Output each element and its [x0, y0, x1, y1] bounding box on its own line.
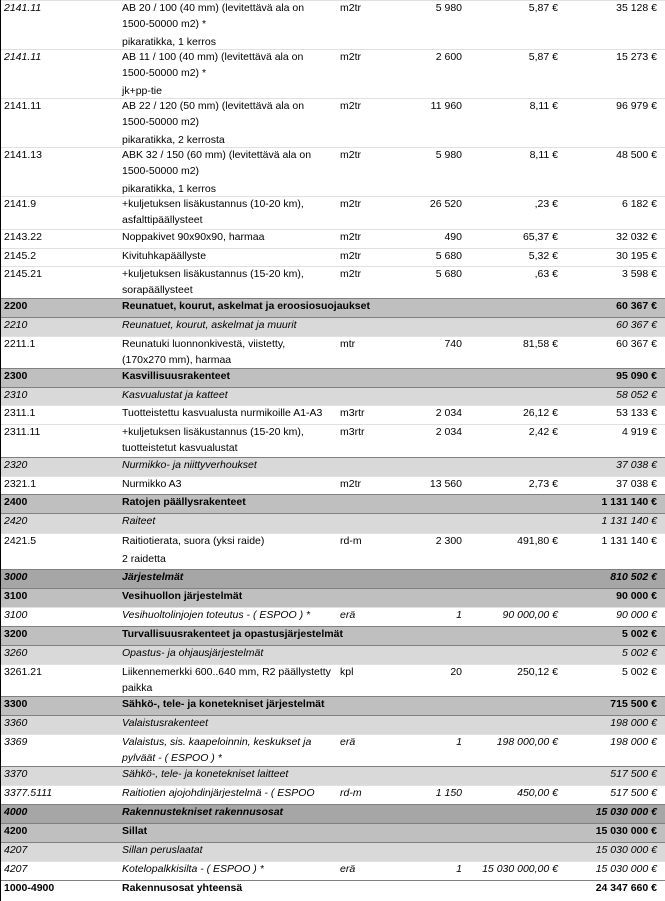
- row-description: [122, 715, 337, 731]
- row-code: 3261.21: [4, 666, 42, 678]
- row-total: 15 030 000 €: [595, 806, 657, 818]
- description-line: Kasvillisuusrakenteet: [122, 370, 230, 382]
- row-total: 58 052 €: [616, 389, 657, 401]
- row-description: [122, 476, 337, 492]
- row-code: 2145.2: [4, 250, 37, 262]
- row-code: 2320: [4, 459, 28, 471]
- table-row: [0, 880, 665, 901]
- row-code: 2141.13: [4, 149, 42, 161]
- row-quantity: 5 680: [435, 250, 462, 262]
- row-quantity: 1: [456, 863, 462, 875]
- row-divider: [0, 766, 665, 767]
- table-row: [0, 405, 665, 424]
- description-line: Tuotteistettu kasvualusta nurmikoille A1-A3: [122, 407, 323, 419]
- row-divider: [0, 664, 665, 665]
- row-code: 3360: [4, 717, 28, 729]
- row-total: 60 367 €: [616, 300, 657, 312]
- row-quantity: 1: [456, 736, 462, 748]
- row-divider: [0, 405, 665, 406]
- row-unit-price: 65,37 €: [522, 231, 558, 243]
- row-description: [122, 696, 337, 712]
- description-line: Sillan peruslaatat: [122, 844, 203, 856]
- row-divider: [0, 785, 665, 786]
- row-unit-price: 81,58 €: [522, 338, 558, 350]
- table-row: [0, 147, 665, 196]
- row-divider: [0, 196, 665, 197]
- row-code: 3100: [4, 609, 28, 621]
- row-unit-price: ,23 €: [534, 198, 558, 210]
- row-total: 48 500 €: [616, 149, 657, 161]
- row-description: [122, 734, 337, 766]
- description-line: Raiteet: [122, 515, 156, 527]
- row-total: 1 131 140 €: [601, 496, 657, 508]
- table-row: [0, 98, 665, 147]
- row-quantity: 740: [444, 338, 462, 350]
- row-note: jk+pp-tie: [122, 85, 162, 97]
- row-quantity: 1: [456, 609, 462, 621]
- table-row: [0, 607, 665, 626]
- row-code: 2210: [4, 319, 28, 331]
- row-total: 4 919 €: [621, 426, 657, 438]
- row-unit: m2tr: [340, 51, 361, 63]
- row-description: [122, 766, 337, 782]
- row-description: [122, 405, 337, 421]
- row-code: 4200: [4, 825, 28, 837]
- row-unit: rd-m: [340, 535, 362, 547]
- description-line: Ratojen päällysrakenteet: [122, 496, 246, 508]
- row-total: 96 979 €: [616, 100, 657, 112]
- row-divider: [0, 880, 665, 881]
- row-unit-price: 15 030 000,00 €: [482, 863, 558, 875]
- table-row: [0, 387, 665, 405]
- row-total: 5 002 €: [621, 647, 657, 659]
- row-unit: kpl: [340, 666, 354, 678]
- row-total: 5 002 €: [621, 666, 657, 678]
- row-note: pikaratikka, 2 kerrosta: [122, 134, 225, 146]
- row-divider: [0, 569, 665, 570]
- row-divider: [0, 513, 665, 514]
- row-unit-price: 2,42 €: [528, 426, 558, 438]
- row-unit: mtr: [340, 338, 356, 350]
- table-row: [0, 626, 665, 645]
- description-line: Noppakivet 90x90x90, harmaa: [122, 231, 265, 243]
- table-row: [0, 533, 665, 569]
- row-divider: [0, 298, 665, 299]
- row-unit-price: ,63 €: [534, 268, 558, 280]
- row-unit: m2tr: [340, 250, 361, 262]
- row-quantity: 1 150: [435, 787, 462, 799]
- row-total: 517 500 €: [610, 787, 657, 799]
- row-code: 1000-4900: [4, 882, 55, 894]
- row-description: [122, 49, 337, 81]
- row-divider: [0, 494, 665, 495]
- row-unit: rd-m: [340, 787, 362, 799]
- description-line: AB 11 / 100 (40 mm) (levitettävä ala on: [122, 51, 304, 63]
- row-total: 90 000 €: [616, 590, 657, 602]
- row-total: 32 032 €: [616, 231, 657, 243]
- row-divider: [0, 248, 665, 249]
- description-line: Turvallisuusrakenteet ja opastusjärjestelmät: [122, 628, 343, 640]
- table-row: [0, 696, 665, 715]
- description-line: Järjestelmät: [122, 571, 184, 583]
- description-line: asfalttipäällysteet: [122, 214, 203, 226]
- row-divider: [0, 98, 665, 99]
- row-total: 35 128 €: [616, 2, 657, 14]
- row-divider: [0, 476, 665, 477]
- row-total: 24 347 660 €: [595, 882, 657, 894]
- table-row: [0, 804, 665, 823]
- row-description: [122, 880, 337, 896]
- description-line: paikka: [122, 682, 153, 694]
- row-description: [122, 664, 337, 696]
- table-row: [0, 336, 665, 368]
- row-divider: [0, 861, 665, 862]
- row-divider: [0, 588, 665, 589]
- table-row: [0, 734, 665, 766]
- row-divider: [0, 147, 665, 148]
- row-note: pikaratikka, 1 kerros: [122, 183, 216, 195]
- row-total: 15 030 000 €: [595, 863, 657, 875]
- table-row: [0, 476, 665, 494]
- row-quantity: 2 600: [435, 51, 462, 63]
- table-row: [0, 766, 665, 785]
- description-line: AB 20 / 100 (40 mm) (levitettävä ala on: [122, 2, 305, 14]
- description-line: 1500-50000 m2) *: [122, 67, 207, 79]
- row-unit: erä: [340, 609, 356, 621]
- row-description: [122, 298, 370, 314]
- row-quantity: 5 980: [435, 2, 462, 14]
- row-total: 37 038 €: [616, 478, 657, 490]
- description-line: Rakennustekniset rakennusosat: [122, 806, 284, 818]
- row-total: 715 500 €: [610, 698, 657, 710]
- description-line: Valaistusrakenteet: [122, 717, 208, 729]
- row-divider: [0, 626, 665, 627]
- description-line: Sähkö-, tele- ja konetekniset järjestelmät: [122, 698, 325, 710]
- row-code: 4000: [4, 806, 28, 818]
- row-total: 1 131 140 €: [601, 515, 657, 527]
- row-total: 517 500 €: [610, 768, 657, 780]
- row-total: 6 182 €: [621, 198, 657, 210]
- row-divider: [0, 696, 665, 697]
- row-quantity: 5 680: [435, 268, 462, 280]
- row-divider: [0, 804, 665, 805]
- description-line: Liikennemerkki 600..640 mm, R2 päällystetty: [122, 666, 331, 678]
- description-line: Vesihuoltolinjojen toteutus - ( ESPOO ) *: [122, 609, 311, 621]
- row-unit: m2tr: [340, 100, 361, 112]
- table-row: [0, 715, 665, 734]
- description-line: Reunatuet, kourut, askelmat ja eroosiosuojaukset: [122, 300, 370, 312]
- table-row: [0, 248, 665, 266]
- row-description: [122, 0, 337, 32]
- table-left-border: [0, 0, 1, 901]
- row-code: 2311.11: [4, 426, 41, 438]
- row-total: 15 030 000 €: [595, 825, 657, 837]
- table-row: [0, 494, 665, 513]
- table-row: [0, 424, 665, 457]
- row-quantity: 5 980: [435, 149, 462, 161]
- row-quantity: 2 034: [435, 426, 462, 438]
- table-row: [0, 513, 665, 533]
- row-divider: [0, 645, 665, 646]
- row-unit: m2tr: [340, 149, 361, 161]
- row-total: 60 367 €: [616, 319, 657, 331]
- row-description: [122, 98, 337, 130]
- description-line: +kuljetuksen lisäkustannus (10-20 km),: [122, 198, 304, 210]
- description-line: Raitiotierata, suora (yksi raide): [122, 535, 265, 547]
- row-code: 2310: [4, 389, 28, 401]
- row-total: 810 502 €: [610, 571, 657, 583]
- row-quantity: 2 300: [435, 535, 462, 547]
- row-divider: [0, 266, 665, 267]
- row-unit-price: 491,80 €: [517, 535, 558, 547]
- description-line: Sähkö-, tele- ja konetekniset laitteet: [122, 768, 289, 780]
- row-description: [122, 266, 337, 298]
- description-line: sorapäällysteet: [122, 284, 193, 296]
- row-quantity: 26 520: [429, 198, 462, 210]
- row-total: 30 195 €: [616, 250, 657, 262]
- row-divider: [0, 49, 665, 50]
- row-description: [122, 387, 337, 403]
- table-row: [0, 49, 665, 98]
- row-divider: [0, 457, 665, 458]
- description-line: 1500-50000 m2): [122, 116, 200, 128]
- row-unit-price: 8,11 €: [529, 100, 558, 112]
- row-quantity: 13 560: [429, 478, 462, 490]
- row-quantity: 11 960: [430, 100, 462, 112]
- row-code: 3200: [4, 628, 28, 640]
- row-total: 15 273 €: [616, 51, 657, 63]
- row-total: 5 002 €: [621, 628, 657, 640]
- table-row: [0, 861, 665, 880]
- description-line: +kuljetuksen lisäkustannus (15-20 km),: [122, 426, 304, 438]
- table-row: [0, 368, 665, 387]
- table-row: [0, 664, 665, 696]
- row-unit-price: 26,12 €: [522, 407, 558, 419]
- row-description: [122, 607, 337, 623]
- row-unit-price: 250,12 €: [517, 666, 558, 678]
- row-description: [122, 248, 337, 264]
- row-divider: [0, 842, 665, 843]
- row-divider: [0, 317, 665, 318]
- description-line: pylväät - ( ESPOO ) *: [122, 752, 222, 764]
- row-description: [122, 147, 337, 179]
- row-total: 198 000 €: [610, 717, 657, 729]
- description-line: Valaistus, sis. kaapeloinnin, keskukset ja: [122, 736, 312, 748]
- row-unit: m2tr: [340, 231, 361, 243]
- row-description: [122, 626, 343, 642]
- row-code: 2211.1: [4, 338, 36, 350]
- row-code: 4207: [4, 863, 28, 875]
- row-description: [122, 424, 337, 456]
- row-code: 3100: [4, 590, 28, 602]
- table-row: [0, 229, 665, 248]
- description-line: ABK 32 / 150 (60 mm) (levitettävä ala on: [122, 149, 312, 161]
- table-row: [0, 645, 665, 664]
- row-note: pikaratikka, 1 kerros: [122, 36, 216, 48]
- description-line: Reunatuki luonnonkivestä, viistetty,: [122, 338, 286, 350]
- row-code: 3000: [4, 571, 28, 583]
- row-code: 2145.21: [4, 268, 42, 280]
- row-code: 3369: [4, 736, 28, 748]
- row-total: 95 090 €: [616, 370, 657, 382]
- description-line: AB 22 / 120 (50 mm) (levitettävä ala on: [122, 100, 305, 112]
- description-line: Sillat: [122, 825, 148, 837]
- row-total: 37 038 €: [616, 459, 657, 471]
- row-unit: m2tr: [340, 2, 361, 14]
- description-line: Kotelopalkkisilta - ( ESPOO ) *: [122, 863, 264, 875]
- row-code: 4207: [4, 844, 28, 856]
- row-divider: [0, 734, 665, 735]
- row-code: 2141.11: [4, 2, 42, 14]
- description-line: (170x270 mm), harmaa: [122, 354, 232, 366]
- table-row: [0, 317, 665, 336]
- description-line: Reunatuet, kourut, askelmat ja muurit: [122, 319, 297, 331]
- row-code: 2420: [4, 515, 28, 527]
- description-line: Opastus- ja ohjausjärjestelmät: [122, 647, 264, 659]
- row-description: [122, 569, 337, 585]
- row-code: 3260: [4, 647, 28, 659]
- description-line: Kivituhkapäällyste: [122, 250, 207, 262]
- row-description: [122, 196, 337, 228]
- row-divider: [0, 823, 665, 824]
- row-unit: m2tr: [340, 478, 361, 490]
- row-code: 2141.11: [4, 100, 42, 112]
- row-description: [122, 457, 337, 473]
- description-line: tuotteistetut kasvualustat: [122, 442, 238, 454]
- row-description: [122, 368, 337, 384]
- row-total: 90 000 €: [616, 609, 657, 621]
- row-unit: erä: [340, 863, 356, 875]
- row-description: [122, 494, 337, 510]
- row-code: 2421.5: [4, 535, 37, 547]
- row-code: 3300: [4, 698, 28, 710]
- table-row: [0, 266, 665, 298]
- row-divider: [0, 424, 665, 425]
- row-divider: [0, 607, 665, 608]
- row-quantity: 2 034: [435, 407, 462, 419]
- description-line: Kasvualustat ja katteet: [122, 389, 228, 401]
- table-row: [0, 0, 665, 49]
- row-description: [122, 804, 337, 820]
- row-unit: m2tr: [340, 198, 361, 210]
- row-description: [122, 861, 337, 877]
- row-code: 2400: [4, 496, 28, 508]
- row-total: 15 030 000 €: [595, 844, 657, 856]
- table-row: [0, 842, 665, 861]
- row-divider: [0, 715, 665, 716]
- row-total: 3 598 €: [621, 268, 657, 280]
- row-description: [122, 229, 337, 245]
- row-divider: [0, 229, 665, 230]
- row-description: [122, 317, 337, 333]
- row-unit-price: 5,32 €: [528, 250, 558, 262]
- row-unit: m3rtr: [340, 407, 365, 419]
- row-description: [122, 588, 337, 604]
- description-line: 1500-50000 m2): [122, 165, 200, 177]
- row-description: [122, 785, 337, 801]
- description-line: Rakennusosat yhteensä: [122, 882, 243, 894]
- table-row: [0, 457, 665, 476]
- row-description: [122, 336, 337, 368]
- row-unit-price: 5,87 €: [528, 51, 558, 63]
- row-unit-price: 198 000,00 €: [496, 736, 558, 748]
- description-line: Nurmikko- ja niittyverhoukset: [122, 459, 257, 471]
- row-code: 3377.5111: [4, 787, 53, 799]
- row-code: 2311.1: [4, 407, 36, 419]
- row-unit-price: 8,11 €: [529, 149, 558, 161]
- row-unit-price: 2,73 €: [528, 478, 558, 490]
- table-row: [0, 569, 665, 588]
- row-code: 2321.1: [4, 478, 37, 490]
- row-total: 1 131 140 €: [601, 535, 657, 547]
- row-description: [122, 842, 337, 858]
- row-unit-price: 90 000,00 €: [502, 609, 558, 621]
- row-total: 60 367 €: [616, 338, 657, 350]
- row-code: 2300: [4, 370, 28, 382]
- row-description: [122, 533, 337, 549]
- table-row: [0, 785, 665, 804]
- row-description: [122, 513, 337, 529]
- description-line: 1500-50000 m2) *: [122, 18, 207, 30]
- row-unit-price: 5,87 €: [528, 2, 558, 14]
- row-unit: m2tr: [340, 268, 361, 280]
- row-unit: m3rtr: [340, 426, 365, 438]
- description-line: Vesihuollon järjestelmät: [122, 590, 243, 602]
- row-quantity: 20: [450, 666, 462, 678]
- table-row: [0, 196, 665, 229]
- description-line: Nurmikko A3: [122, 478, 182, 490]
- row-description: [122, 645, 337, 661]
- row-total: 198 000 €: [610, 736, 657, 748]
- row-code: 3370: [4, 768, 28, 780]
- row-code: 2143.22: [4, 231, 42, 243]
- row-unit-price: 450,00 €: [517, 787, 558, 799]
- row-divider: [0, 336, 665, 337]
- row-note: 2 raidetta: [122, 553, 166, 565]
- description-line: Raitiotien ajojohdinjärjestelmä - ( ESPOO: [122, 787, 315, 799]
- row-divider: [0, 533, 665, 534]
- row-total: 53 133 €: [616, 407, 657, 419]
- table-row: [0, 823, 665, 842]
- row-divider: [0, 368, 665, 369]
- row-divider: [0, 387, 665, 388]
- row-code: 2141.11: [4, 51, 42, 63]
- row-unit: erä: [340, 736, 356, 748]
- row-quantity: 490: [444, 231, 462, 243]
- row-description: [122, 823, 337, 839]
- table-row: [0, 298, 665, 317]
- table-row: [0, 588, 665, 607]
- row-code: 2141.9: [4, 198, 37, 210]
- row-code: 2200: [4, 300, 28, 312]
- description-line: +kuljetuksen lisäkustannus (15-20 km),: [122, 268, 304, 280]
- row-divider: [0, 0, 665, 1]
